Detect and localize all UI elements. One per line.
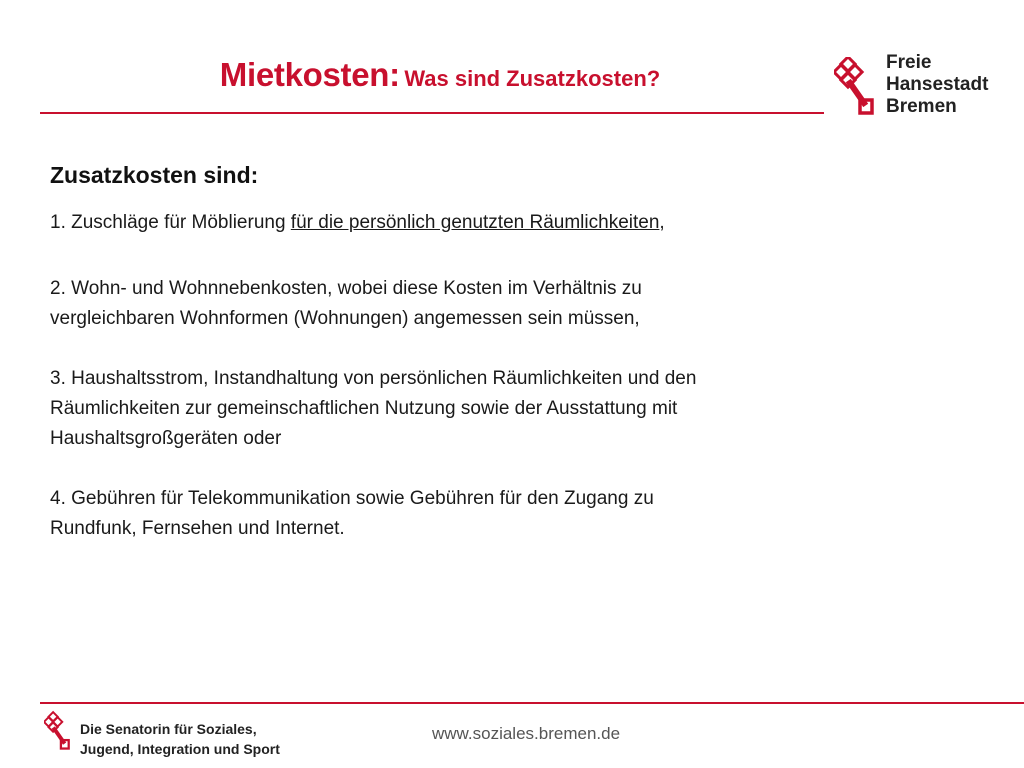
bremen-key-icon	[44, 708, 70, 754]
logo-line-2: Hansestadt	[886, 74, 989, 95]
list-item-3	[50, 364, 950, 454]
logo-line-3: Bremen	[886, 96, 957, 117]
footer-organization	[80, 719, 280, 759]
item2-line2: vergleichbaren Wohnformen (Wohnungen) angemessen sein müssen,	[50, 308, 640, 329]
footer-url: www.soziales.bremen.de	[432, 724, 621, 743]
list-item-2	[50, 274, 950, 334]
item4-line1: 4. Gebühren für Telekommunikation sowie Gebühren für den Zugang zu	[50, 488, 654, 509]
footer-divider	[40, 702, 1024, 704]
title-divider	[40, 112, 824, 114]
item2-line1: 2. Wohn- und Wohnnebenkosten, wobei diese Kosten im Verhältnis zu	[50, 278, 642, 299]
item3-line3: Haushaltsgroßgeräten oder	[50, 428, 282, 449]
footer-org-line-1: Die Senatorin für Soziales,	[80, 721, 257, 737]
item1-before: 1. Zuschläge für Möblierung	[50, 212, 291, 233]
title-main: Mietkosten:	[219, 56, 400, 93]
item3-line1: 3. Haushaltsstrom, Instandhaltung von persönlichen Räumlichkeiten und den	[50, 368, 697, 389]
footer-org-line-2: Jugend, Integration und Sport	[80, 741, 280, 757]
item1-after: ,	[659, 212, 665, 233]
item1-underlined: für die persönlich genutzten Räumlichkeiten	[290, 212, 660, 233]
bremen-key-icon	[834, 57, 874, 115]
title-sub: Was sind Zusatzkosten?	[404, 66, 661, 91]
item4-line2: Rundfunk, Fernsehen und Internet.	[50, 518, 345, 539]
logo-line-1: Freie	[886, 52, 932, 73]
slide-title	[0, 56, 880, 94]
list-item-1	[50, 208, 950, 238]
item3-line2: Räumlichkeiten zur gemeinschaftlichen Nutzung sowie der Ausstattung mit	[50, 398, 678, 419]
logo-wordmark	[886, 52, 988, 118]
list-item-4	[50, 484, 950, 544]
content-heading: Zusatzkosten sind:	[50, 162, 259, 188]
content-list	[50, 208, 950, 574]
